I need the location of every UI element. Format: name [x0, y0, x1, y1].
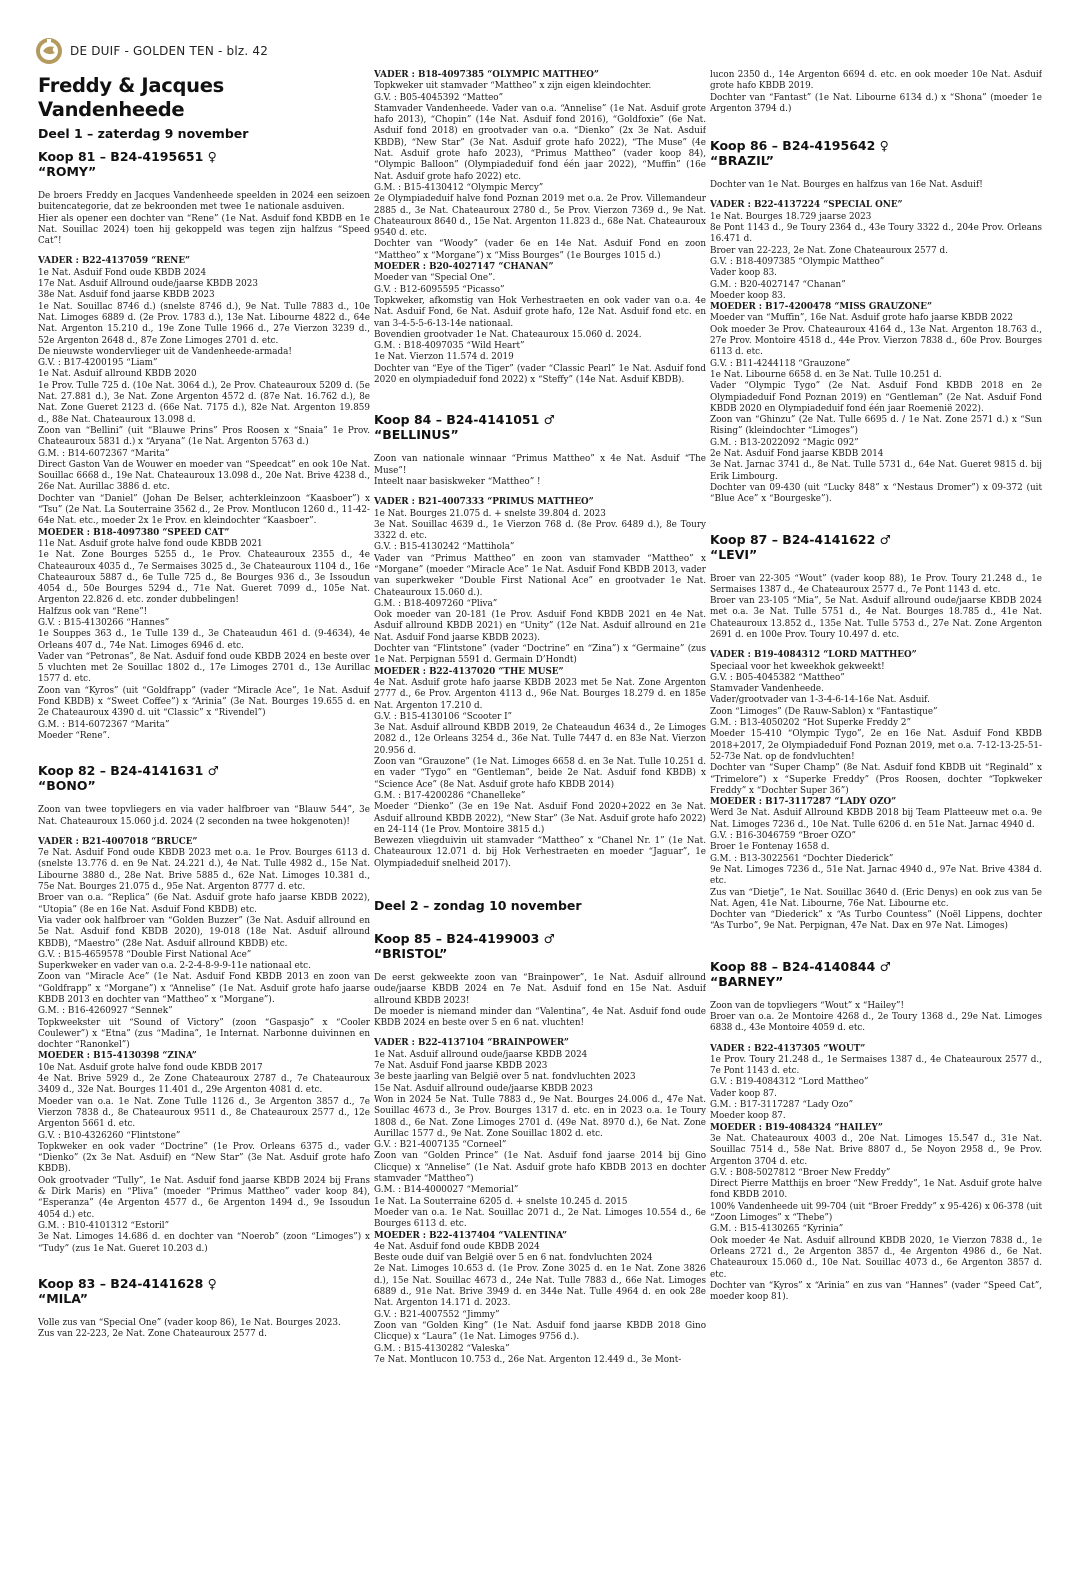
dam-heading: MOEDER : B19-4084324 “HAILEY” [710, 1122, 883, 1133]
header-text: DE DUIF - GOLDEN TEN - blz. 42 [70, 44, 269, 58]
lot-intro: Broer van 22-305 “Wout” (vader koop 88), 1e Prov. Toury 21.248 d., 1e Sermaises 1387 d., 4e Chateauroux 2577 d., 7e Pont 1143 d. etc. Broer van 23-105 “Mia”, 5e Nat. Asduif allround oude/jaarse KBDB 2024 met o.a. 3e Nat. Tulle 5751 d., 4e Nat. Bourges 18.785 d., 41e Nat. Chateauroux 13.852 d., 135e Nat. Tulle 5753 d., 27e Nat. Zone Argenton 2691 d. en 100e Prov. Toury 10.497 d. etc. [710, 573, 1042, 640]
sire-heading: VADER : B22-4137059 “RENE” [38, 256, 191, 267]
sire-heading: VADER : B21-4007018 “BRUCE” [38, 836, 198, 847]
lot-intro: Dochter van 1e Nat. Bourges en halfzus van 16e Nat. Asduif! [710, 180, 983, 191]
dam-text: 4e Nat. Asduif fond oude KBDB 2024 Beste oude duif van België over 5 en 6 nat. fondvluchten 2024 2e Nat. Limoges 10.653 d. (1e Prov. Zone 3025 d. en 1e Nat. Zone 3826 d.), 15e Nat. Souillac 4673 d., 24e Nat. Tulle 7883 d., 66e Nat. Limoges 6889 d., 91e Nat. Brive 3949 d. en 344e Nat. Tulle 4964 d. en ook 28e Nat. Argenton 14.171 d. 2023. G.V. : B21-4007552 “Jimmy” Zoon van “Golden King” (1e Nat. Asduif fond jaarse KBDB 2018 Gino Clicque) x “Laura” (1e Nat. Limoges 9756 d.). G.M. : B15-4130282 “Valeska” 7e Nat. Montlucon 10.753 d., 26e Nat. Argenton 12.449 d., 3e Mont- [374, 1241, 706, 1365]
pigeon-name: “MILA” [38, 1290, 89, 1306]
dam-heading: MOEDER : B17-3117287 “LADY OZO” [710, 797, 897, 808]
sire-text: 1e Nat. Asduif allround oude/jaarse KBDB 2024 7e Nat. Asduif Fond jaarse KBDB 2023 3e beste jaarling van België over 5 nat. fondvluchten 2023 15e Nat. Asduif allround oude/jaarse KBDB 2023 Won in 2024 5e Nat. Tulle 7883 d., 9e Nat. Bourges 24.006 d., 47e Nat. Souillac 4673 d., 3e Prov. Bourges 1317 d. etc. en in 2023 o.a. 1e Toury 1808 d., 6e Nat. Zone Limoges 2701 d. (49e Nat. 8970 d.), 6e Nat. Zone Aurillac 1577 d., 9e Nat. Zone Souillac 1802 d. etc. G.V. : B21-4007135 “Corneel” Zoon van “Golden Prince” (1e Nat. Asduif fond jaarse 2014 bij Gino Clicque) x “Annelise” (1e Nat. Asduif grote hafo KBDB 2013 en dochter stamvader “Mattheo”) G.M. : B14-4000027 “Memorial” 1e Nat. La Souterraine 6205 d. + snelste 10.245 d. 2015 Moeder van o.a. 1e Nat. Souillac 2071 d., 2e Nat. Limoges 10.554 d., 6e Bourges 6113 d. etc. [374, 1049, 706, 1230]
pigeon-name: “LEVI” [710, 546, 758, 562]
lot-intro: Zoon van nationale winnaar “Primus Mattheo” x 4e Nat. Asduif “The Muse”! Inteelt naar basiskweker “Mattheo” ! [374, 454, 706, 487]
lot-number: Koop 85 – B24-4199003 ♂ [374, 931, 555, 946]
lot-number: Koop 81 – B24-4195651 ♀ [38, 149, 217, 164]
sire-heading: VADER : B22-4137305 “WOUT” [710, 1043, 866, 1054]
pigeon-name: “BRAZIL” [710, 153, 774, 169]
pigeon-name: “BARNEY” [710, 973, 784, 989]
pigeon-name: “BRISTOL” [374, 946, 448, 961]
dam-text: Moeder van “Muffin”, 16e Nat. Asduif grote hafo jaarse KBDB 2022 Ook moeder 3e Prov. Chateauroux 4164 d., 13e Nat. Argenton 18.763 d., 27e Prov. Montoire 4518 d., 44e Prov. Vierzon 7838 d., 60e Prov. Bourges 6113 d. etc. G.V. : B11-4244118 “Grauzone” 1e Nat. Libourne 6658 d. en 3e Nat. Tulle 10.251 d. Vader “Olympic Tygo” (2e Nat. Asduif Fond KBDB 2018 en 2e Olympiadeduif Fond Poznan 2019) en “Gentleman” (2e Nat. Asduif Fond KBDB 2020 en Olympiadeduif fond één jaar Roemenië 2022). Zoon van “Ghinzu” (2e Nat. Tulle 6695 d. / 1e Nat. Zone 2571 d.) x “Sun Rising” (kleindochter “Limoges”) G.M. : B13-2022092 “Magic 092” 2e Nat. Asduif Fond jaarse KBDB 2014 3e Nat. Jarnac 3741 d., 8e Nat. Tulle 5731 d., 64e Nat. Gueret 9815 d. bij Erik Limbourg. Dochter van 09-430 (uit “Lucky 848” x “Nestaus Dromer”) x 09-372 (uit “Blue Ace” x “Bourgeske”). [710, 313, 1042, 505]
sire-text: 1e Nat. Bourges 21.075 d. + snelste 39.804 d. 2023 3e Nat. Souillac 4639 d., 1e Vierzon 768 d. (8e Prov. 6489 d.), 8e Toury 3322 d. etc. G.V. : B15-4130242 “Mattihola” Vader van “Primus Mattheo” en zoon van stamvader “Mattheo” x “Morgane” (moeder “Miracle Ace” 1e Nat. Asduif Fond KBDB 2013, vader van superkweker “Double First National Ace” en grootvader 1e Nat. Chateauroux 15.060 d.). G.M. : B18-4097260 “Pliva” Ook moeder van 20-181 (1e Prov. Asduif Fond KBDB 2021 en 4e Nat. Asduif allround KBDB 2021) en “Unity” (12e Nat. Asduif allround en 21e Nat. Asduif Fond jaarse KBDB 2023). Dochter van “Flintstone” (vader “Doctrine” en “Zina”) x “Germaine” (zus 1e Nat. Perpignan 5591 d. Germain D’Hondt) [374, 508, 706, 666]
column-3 [710, 70, 1042, 1564]
golden-ten-logo-icon [34, 36, 64, 66]
section-heading: Deel 2 – zondag 10 november [374, 898, 582, 913]
sire-heading: VADER : B19-4084312 “LORD MATTHEO” [710, 650, 917, 661]
sire-text: 1e Prov. Toury 21.248 d., 1e Sermaises 1387 d., 4e Chateauroux 2577 d., 7e Pont 1143 d. etc. G.V. : B19-4084312 “Lord Mattheo” Vader koop 87. G.M. : B17-3117287 “Lady Ozo” Moeder koop 87. [710, 1054, 1042, 1122]
lot-intro: Volle zus van “Special One” (vader koop 86), 1e Nat. Bourges 2023. Zus van 22-223, 2e Nat. Zone Chateauroux 2577 d. [38, 1317, 341, 1340]
sire-text: 1e Nat. Asduif Fond oude KBDB 2024 17e Nat. Asduif Allround oude/jaarse KBDB 2023 38e Nat. Asduif fond jaarse KBDB 2023 1e Nat. Souillac 8746 d.) (snelste 8746 d.), 9e Nat. Tulle 7883 d., 10e Nat. Limoges 6889 d. (2e Prov. 1783 d.), 13e Nat. Libourne 4822 d., 64e Nat. Argenton 15.210 d., 19e Zone Tulle 1966 d., 27e Vierzon 3239 d., 52e Argenton 2648 d., 87e Zone Limoges 2701 d. etc. De nieuwste wondervlieger uit de Vandenheede-armada! G.V. : B17-4200195 “Liam” 1e Nat. Asduif allround KBDB 2020 1e Prov. Tulle 725 d. (10e Nat. 3064 d.), 2e Prov. Chateauroux 5209 d. (5e Nat. 27.881 d.), 3e Nat. Zone Argenton 4572 d. (87e Nat. 16.762 d.), 8e Nat. Zone Gueret 2123 d. (66e Nat. 7175 d.), 82e Nat. Argenton 19.859 d., 88e Nat. Chateauroux 13.098 d. Zoon van “Bellini” (uit “Blauwe Prins” Pros Roosen x “Snaia” 1e Prov. Chateauroux 5831 d.) x “Aryana” (1e Nat. Argenton 5763 d.) G.M. : B14-6072367 “Marita” Direct Gaston Van de Wouwer en moeder van “Speedcat” en ook 10e Nat. Souillac 6668 d., 19e Nat. Chateauroux 13.098 d., 20e Nat. Brive 4238 d., 26e Nat. Aurillac 3886 d. etc. Dochter van “Daniel” (Johan De Belser, achterkleinzoon “Kaasboer”) x “Tsu” (2e Nat. La Souterraine 3562 d., 2e Prov. Montlucon 1260 d., 11-42-64e Nat. etc., moeder 2x 1e Prov. en kleindochter “Kaasboer”. [38, 267, 370, 527]
sire-heading: VADER : B22-4137224 “SPECIAL ONE” [710, 200, 903, 211]
dam-text: 10e Nat. Asduif grote halve fond oude KBDB 2017 4e Nat. Brive 5929 d., 2e Zone Chateauroux 2787 d., 7e Chateauroux 3409 d., 32e Nat. Bourges 11.401 d., 29e Argenton 4081 d. etc. Moeder van o.a. 1e Nat. Zone Tulle 1126 d., 3e Argenton 3857 d., 7e Vierzon 7838 d., 8e Chateauroux 9511 d., 8e Chateauroux 2577 d., 12e Argenton 5661 d. etc. G.V. : B10-4326260 “Flintstone” Topkweker en ook vader “Doctrine” (1e Prov. Orleans 6375 d., vader “Dienko” (2x 3e Nat. Asduif) en “New Star” (3e Nat. Asduif grote hafo KBDB). Ook grootvader “Tully”, 1e Nat. Asduif fond jaarse KBDB 2024 bij Frans & Dirk Maris) en “Pliva” (moeder “Primus Mattheo” vader koop 84), “Esperanza” (4e Argenton 4577 d., 6e Argenton 1494 d., 9e Issoudun 4054 d.) etc. G.M. : B10-4101312 “Estoril” 3e Nat. Limoges 14.686 d. en dochter van “Noerob” (zoon “Limoges”) x “Tudy” (zus 1e Nat. Gueret 10.203 d.) [38, 1062, 370, 1254]
sire-text: 1e Nat. Bourges 18.729 jaarse 2023 8e Pont 1143 d., 9e Toury 2364 d., 43e Toury 3322 d., 204e Prov. Orleans 16.471 d. Broer van 22-223, 2e Nat. Zone Chateauroux 2577 d. G.V. : B18-4097385 “Olympic Mattheo” Vader koop 83. G.M. : B20-4027147 “Chanan” Moeder koop 83. [710, 211, 1042, 301]
dam-heading: MOEDER : B15-4130398 “ZINA” [38, 1051, 197, 1062]
dam-text: 4e Nat. Asduif grote hafo jaarse KBDB 2023 met 5e Nat. Zone Argenton 2777 d., 6e Prov. Argenton 4113 d., 96e Nat. Bourges 18.279 d. en 185e Nat. Argenton 17.210 d. G.V. : B15-4130106 “Scooter I” 3e Nat. Asduif allround KBDB 2019, 2e Chateaudun 4634 d., 2e Limoges 2082 d., 12e Orleans 3254 d., 36e Nat. Tulle 7447 d. en 83e Nat. Vierzon 20.956 d. Zoon van “Grauzone” (1e Nat. Limoges 6658 d. en 3e Nat. Tulle 10.251 d. en vader “Tygo” en “Gentleman”, beide 2e Nat. Asduif fond KBDB) x “Science Ace” (8e Nat. Asduif grote hafo KBDB 2014) G.M. : B17-4200286 “Chanelleke” Moeder “Dienko” (3e en 19e Nat. Asduif Fond 2020+2022 en 3e Nat. Asduif allround KBDB 2022), “New Star” (3e Nat. Asduif grote hafo 2022) en 24-114 (1e Prov. Montoire 3815 d.) Bewezen vliegduivin uit stamvader “Mattheo” x “Chanel Nr. 1” (1e Nat. Chateauroux 12.071 d. bij Hok Verhestraeten en moeder “Jaguar”, 1e Olympiadeduif snelheid 2017). [374, 677, 706, 869]
sire-text: Speciaal voor het kweekhok gekweekt! G.V. : B05-4045382 “Mattheo” Stamvader Vandenheede. Vader/grootvader van 1-3-4-6-14-16e Nat. Asduif. Zoon “Limoges” (De Rauw-Sablon) x “Fantastique” G.M. : B13-4050202 “Hot Superke Freddy 2” Moeder 15-410 “Olympic Tygo”, 2e en 16e Nat. Asduif Fond KBDB 2018+2017, 2e Olympiadeduif Fond Poznan 2019, met o.a. 7-12-13-25-51-52-73e Nat. op de fondvluchten! Dochter van “Super Champ” (8e Nat. Asduif fond KBDB uit “Reginald” x “Trimelore”) x “Superke Freddy” (Pros Roosen, dochter “Topkweker Freddy” x “Dochter Super 36”) [710, 661, 1042, 796]
lot-number: Koop 84 – B24-4141051 ♂ [374, 412, 555, 428]
dam-text: 3e Nat. Chateauroux 4003 d., 20e Nat. Limoges 15.547 d., 31e Nat. Souillac 7514 d., 58e Nat. Brive 8807 d., 5e Noyon 2958 d., 9e Prov. Argenton 3704 d. etc. G.V. : B08-5027812 “Broer New Freddy” Direct Pierre Matthijs en broer “New Freddy”, 1e Nat. Asduif grote halve fond KBDB 2010. 100% Vandenheede uit 99-704 (uit “Broer Freddy” x 95-426) x 06-378 (uit “Zoon Limoges” x “Thebe”) G.M. : B15-4130265 “Kyrinia” Ook moeder 4e Nat. Asduif allround KBDB 2020, 1e Vierzon 7838 d., 1e Orleans 2721 d., 2e Argenton 3857 d., 4e Argenton 4986 d., 6e Nat. Chateauroux 15.060 d., 10e Nat. Souillac 4073 d., 6e Argenton 3857 d. etc. Dochter van “Kyros” x “Arinia” en zus van “Hannes” (vader “Speed Cat”, moeder koop 81). [710, 1133, 1042, 1303]
dam-heading: MOEDER : B22-4137020 “THE MUSE” [374, 666, 564, 677]
sire-text: 7e Nat. Asduif Fond oude KBDB 2023 met o.a. 1e Prov. Bourges 6113 d. (snelste 13.776 d. en 9e Nat. 24.221 d.), 4e Nat. Tulle 4982 d., 15e Nat. Libourne 3880 d., 28e Nat. Brive 5885 d., 62e Nat. Limoges 10.381 d., 75e Nat. Bourges 21.075 d., 95e Nat. Argenton 8777 d. etc. Broer van o.a. “Replica” (6e Nat. Asduif grote hafo jaarse KBDB 2022), “Utopia” (8e en 16e Nat. Asduif Fond KBDB) etc. Via vader ook halfbroer van “Golden Buzzer” (3e Nat. Asduif allround en 5e Nat. Asduif fond KBDB 2020), 19-018 (18e Nat. Asduif allround KBDB), “Maestro” (28e Nat. Asduif allround KBDB) etc. G.V. : B15-4659578 “Double First National Ace” Superkweker en vader van o.a. 2-2-4-8-9-9-11e nationaal etc. Zoon van “Miracle Ace” (1e Nat. Asduif Fond KBDB 2013 en zoon van “Goldfrapp” x “Morgane”) x “Annelise” (1e Nat. Asduif grote hafo jaarse KBDB 2013 en dochter van “Mattheo” x “Morgane”). G.M. : B16-4260927 “Sennek” Topkweekster uit “Sound of Victory” (zoon “Gaspasjo” x “Cooler Coulewer”) x “Etna” (zus “Madina”, 1e Internat. Narbonne duivinnen en dochter “Ranonkel”) [38, 848, 370, 1051]
sire-text: Topkweker uit stamvader “Mattheo” x zijn eigen kleindochter. G.V. : B05-4045392 “Matteo” Stamvader Vandenheede. Vader van o.a. “Annelise” (1e Nat. Asduif grote hafo 2013), “Chopin” (14e Nat. Asduif fond 2016), “Goldfoxie” (6e Nat. Asduif fond 2018) en grootvader van o.a. “Dienko” (2x 3e Nat. Asduif KBDB), “New Star” (3e Nat. Asduif grote hafo 2022), “The Muse” (4e Nat. Asduif grote hafo 2023), “Primus Mattheo” (vader koop 84), “Olympic Balloon” (Olympiadeduif fond één jaar 2022), “Muffin” (16e Nat. Asduif grote hafo 2022) etc. G.M. : B15-4130412 “Olympic Mercy” 2e Olympiadeduif halve fond Poznan 2019 met o.a. 2e Prov. Villemandeur 2885 d., 3e Nat. Chateauroux 2780 d., 5e Prov. Vierzon 7369 d., 9e Nat. Chateauroux 8640 d., 15e Nat. Argenton 11.823 d., 68e Nat. Chateauroux 9540 d. etc. Dochter van “Woody” (vader 6e en 14e Nat. Asduif Fond en zoon “Mattheo” x “Morgane”) x “Miss Bourges” (1e Bourges 1015 d.) [374, 81, 706, 261]
column-2 [374, 70, 706, 1564]
sire-heading: VADER : B22-4137104 “BRAINPOWER” [374, 1038, 569, 1049]
pigeon-name: “BELLINUS” [374, 427, 459, 443]
sire-heading: VADER : B21-4007333 “PRIMUS MATTHEO” [374, 497, 594, 508]
dam-text: Moeder van “Special One”. G.V. : B12-6095595 “Picasso” Topkweker, afkomstig van Hok Verhestraeten en ook vader van o.a. 4e Nat. Asduif Fond, 6e Nat. Asduif grote hafo, 12e Nat. Asduif fond etc. en van 3-4-5-5-6-13-14e nationaal. Bovendien grootvader 1e Nat. Chateauroux 15.060 d. 2024. G.M. : B18-4097035 “Wild Heart” 1e Nat. Vierzon 11.574 d. 2019 Dochter van “Eye of the Tiger” (vader “Classic Pearl” 1e Nat. Asduif fond 2020 en olympiadeduif fond 2022) x “Steffy” (14e Nat. Asduif KBDB). [374, 273, 706, 386]
lot-intro: De eerst gekweekte zoon van “Brainpower”, 1e Nat. Asduif allround oude/jaarse KBDB 2024 en 7e Nat. Asduif fond en 15e Nat. Asduif allround KBDB 2023! De moeder is niemand minder dan “Valentina”, 4e Nat. Asduif fond oude KBDB 2024 en beste over 5 en 6 nat. vluchten! [374, 973, 706, 1029]
lot-intro: Zoon van de topvliegers “Wout” x “Hailey”! Broer van o.a. 2e Montoire 4268 d., 2e Toury 1368 d., 29e Nat. Limoges 6838 d., 43e Montoire 4059 d. etc. [710, 1000, 1042, 1034]
column-1 [38, 74, 370, 1564]
section-heading: Deel 1 – zaterdag 9 november [38, 126, 249, 141]
sire-heading: VADER : B18-4097385 “OLYMPIC MATTHEO” [374, 70, 599, 80]
lot-intro: De broers Freddy en Jacques Vandenheede speelden in 2024 een seizoen buitencategorie, dat ze bekroonden met twee 1e nationale asduiven. Hier als opener een dochter van “Rene” (1e Nat. Asduif fond KBDB en 1e Nat. Souillac 2024) toen hij gekoppeld was tegen zijn halfzus “Speed Cat”! [38, 191, 370, 247]
dam-heading: MOEDER : B20-4027147 “CHANAN” [374, 262, 554, 273]
dam-heading: MOEDER : B18-4097380 “SPEED CAT” [38, 527, 230, 538]
lot-number: Koop 87 – B24-4141622 ♂ [710, 531, 891, 547]
dam-text: Werd 3e Nat. Asduif Allround KBDB 2018 bij Team Platteeuw met o.a. 9e Nat. Limoges 7236 d., 10e Nat. Tulle 6206 d. en 51e Nat. Jarnac 4940 d. G.V. : B16-3046759 “Broer OZO” Broer 1e Fontenay 1658 d. G.M. : B13-3022561 “Dochter Diederick” 9e Nat. Limoges 7236 d., 51e Nat. Jarnac 4940 d., 97e Nat. Brive 4384 d. etc. Zus van “Dietje”, 1e Nat. Souillac 3640 d. (Eric Denys) en ook zus van 5e Nat. Agen, 41e Nat. Libourne, 76e Nat. Libourne etc. Dochter van “Diederick” x “As Turbo Countess” (Noël Lippens, dochter “As Turbo”, 9e Nat. Perpignan, 47e Nat. Dax en 97e Nat. Limoges) [710, 808, 1042, 932]
dam-heading: MOEDER : B17-4200478 “MISS GRAUZONE” [710, 302, 933, 313]
lot-number: Koop 86 – B24-4195642 ♀ [710, 138, 889, 154]
page-title: Freddy & Jacques Vandenheede [38, 74, 224, 121]
lot-number: Koop 83 – B24-4141628 ♀ [38, 1275, 217, 1291]
dam-heading: MOEDER : B22-4137404 “VALENTINA” [374, 1230, 568, 1241]
lot-number: Koop 88 – B24-4140844 ♂ [710, 958, 891, 974]
continued-text: lucon 2350 d., 14e Argenton 6694 d. etc. en ook moeder 10e Nat. Asduif grote hafo KBDB 2019. Dochter van “Fantast” (1e Nat. Libourne 6134 d.) x “Shona” (moeder 1e Argenton 3794 d.) [710, 70, 1042, 114]
page-header [34, 36, 268, 66]
lot-number: Koop 82 – B24-4141631 ♂ [38, 763, 219, 779]
lot-intro: Zoon van twee topvliegers en via vader halfbroer van “Blauw 544”, 3e Nat. Chateauroux 15.060 j.d. 2024 (2 seconden na twee hokgenoten)! [38, 805, 370, 827]
pigeon-name: “BONO” [38, 778, 96, 794]
pigeon-name: “ROMY” [38, 164, 97, 179]
dam-text: 11e Nat. Asduif grote halve fond oude KBDB 2021 1e Nat. Zone Bourges 5255 d., 1e Prov. Chateauroux 2355 d., 4e Chateauroux 4035 d., 7e Sermaises 3025 d., 3e Chateauroux 1104 d., 16e Chateauroux 5887 d., 6e Tulle 725 d., 8e Bourges 936 d., 3e Issoudun 4054 d., 50e Bourges 5294 d., 71e Nat. Gueret 7099 d., 105e Nat. Argenton 22.826 d. etc. zonder dubbelingen! Halfzus ook van “Rene”! G.V. : B15-4130266 “Hannes” 1e Souppes 363 d., 1e Tulle 139 d., 3e Chateaudun 461 d. (9-4634), 4e Orleans 407 d., 74e Nat. Limoges 6946 d. etc. Vader van “Petronas”, 8e Nat. Asduif fond oude KBDB 2024 en beste over 5 vluchten met 2e Souillac 1802 d., 17e Limoges 2701 d., 13e Aurillac 1577 d. etc. Zoon van “Kyros” (uit “Goldfrapp” (vader “Miracle Ace”, 1e Nat. Asduif Fond KBDB) x “Sweet Coffee”) x “Arinia” (3e Nat. Bourges 19.655 d. en 2e Chateauroux 4390 d. uit “Classic” x “Rivendel”) G.M. : B14-6072367 “Marita” Moeder “Rene”. [38, 538, 370, 741]
